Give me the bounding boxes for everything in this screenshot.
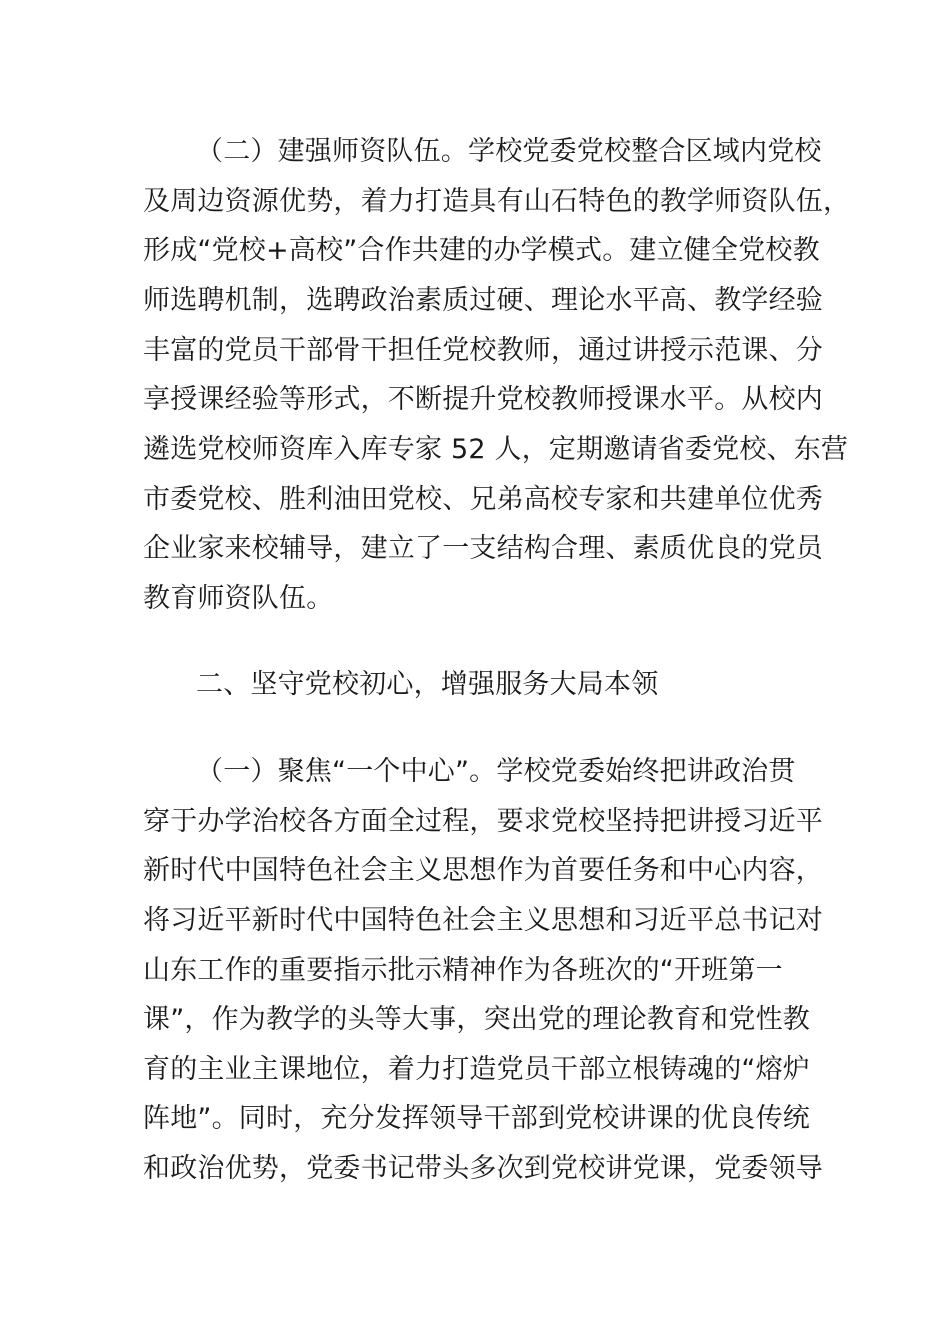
paragraph-line: （二）建强师资队伍。学校党委党校整合区域内党校 bbox=[196, 136, 822, 167]
paragraph-line: 和政治优势，党委书记带头多次到党校讲党课，党委领导 bbox=[143, 1153, 823, 1184]
paragraph-line: 山东工作的重要指示批示精神作为各班次的“开班第一 bbox=[143, 955, 783, 986]
paragraph-line: 及周边资源优势，着力打造具有山石特色的教学师资队伍， bbox=[143, 186, 851, 217]
paragraph-line: 丰富的党员干部骨干担任党校教师，通过讲授示范课、分 bbox=[143, 335, 823, 366]
paragraph-line: 企业家来校辅导，建立了一支结构合理、素质优良的党员 bbox=[143, 533, 823, 564]
paragraph-line: 遴选党校师资库入库专家 52 人，定期邀请省委党校、东营 bbox=[143, 434, 849, 465]
paragraph-line: 师选聘机制，选聘政治素质过硬、理论水平高、教学经验 bbox=[143, 285, 823, 316]
paragraph-line: 新时代中国特色社会主义思想作为首要任务和中心内容， bbox=[143, 855, 823, 886]
paragraph-line: （一）聚焦“一个中心”。学校党委始终把讲政治贯 bbox=[196, 756, 796, 787]
paragraph-line: 穿于办学治校各方面全过程，要求党校坚持把讲授习近平 bbox=[143, 806, 823, 837]
paragraph-line: 育的主业主课地位，着力打造党员干部立根铸魂的“熔炉 bbox=[143, 1054, 810, 1085]
paragraph-line: 市委党校、胜利油田党校、兄弟高校专家和共建单位优秀 bbox=[143, 484, 823, 515]
paragraph-line: 阵地”。同时，充分发挥领导干部到党校讲课的优良传统 bbox=[143, 1103, 810, 1134]
paragraph-line: 课”，作为教学的头等大事，突出党的理论教育和党性教 bbox=[143, 1004, 810, 1035]
paragraph-line: 享授课经验等形式，不断提升党校教师授课水平。从校内 bbox=[143, 384, 823, 415]
paragraph-line: 形成“党校+高校”合作共建的办学模式。建立健全党校教 bbox=[143, 235, 820, 266]
section-heading: 二、坚守党校初心，增强服务大局本领 bbox=[196, 669, 659, 700]
paragraph-line: 教育师资队伍。 bbox=[143, 583, 334, 614]
paragraph-line: 将习近平新时代中国特色社会主义思想和习近平总书记对 bbox=[143, 905, 823, 936]
